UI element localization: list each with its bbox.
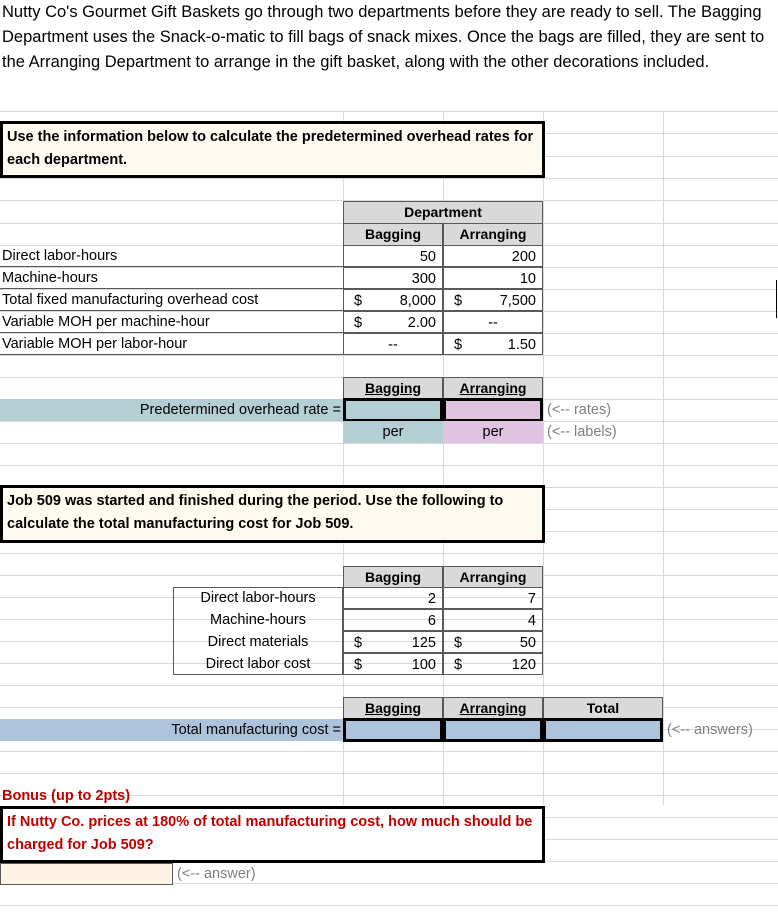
cell-value: 7 bbox=[527, 591, 536, 607]
cell-value: -- bbox=[388, 337, 398, 353]
arranging-rate-input[interactable] bbox=[443, 398, 543, 422]
gridline-row bbox=[0, 685, 778, 686]
bagging-value-cell bbox=[343, 311, 443, 333]
instructions-box-1: Use the information below to calculate the predetermined overhead rates for each department. bbox=[0, 121, 545, 178]
dollar-sign: $ bbox=[354, 635, 363, 651]
bagging-value-cell bbox=[343, 289, 443, 311]
bagging-per-text: per bbox=[382, 424, 404, 440]
tmc-total-input[interactable] bbox=[543, 718, 663, 742]
job-arranging-header: Arranging bbox=[443, 566, 543, 588]
bagging-value-cell bbox=[343, 653, 443, 675]
row-label: Direct labor cost bbox=[205, 656, 311, 672]
tmc-label: Total manufacturing cost = bbox=[0, 719, 343, 741]
gridline-col bbox=[776, 280, 777, 318]
cell-value: 10 bbox=[519, 271, 536, 287]
cell-value: -- bbox=[488, 315, 498, 331]
row-label: Machine-hours bbox=[210, 612, 306, 628]
cell-value: 200 bbox=[511, 249, 536, 265]
bonus-title: Bonus (up to 2pts) bbox=[2, 788, 131, 804]
answer-hint: (<-- answer) bbox=[177, 866, 256, 882]
job-bagging-header: Bagging bbox=[343, 566, 443, 588]
dollar-sign: $ bbox=[454, 657, 463, 673]
cell-value: 4 bbox=[527, 613, 536, 629]
arranging-value-cell bbox=[443, 267, 543, 289]
arranging-value-cell bbox=[443, 245, 543, 267]
cell-value: 2 bbox=[427, 591, 436, 607]
answers-hint: (<-- answers) bbox=[667, 722, 753, 738]
rates-hint: (<-- rates) bbox=[547, 402, 612, 418]
row-label: Total fixed manufacturing overhead cost bbox=[0, 289, 343, 311]
row-label: Machine-hours bbox=[0, 267, 343, 289]
arranging-value-cell bbox=[443, 333, 543, 355]
dollar-sign: $ bbox=[454, 635, 463, 651]
bonus-question-box: If Nutty Co. prices at 180% of total manufacturing cost, how much should be charged for Job 509? bbox=[0, 806, 545, 863]
arranging-value-cell bbox=[443, 311, 543, 333]
dollar-sign: $ bbox=[454, 337, 463, 353]
cell-value: 7,500 bbox=[499, 293, 536, 309]
row-label: Direct labor-hours bbox=[200, 590, 316, 606]
gridline-row bbox=[0, 773, 778, 774]
bagging-per-label-input[interactable] bbox=[343, 421, 443, 443]
cell-value: 1.50 bbox=[507, 337, 536, 353]
cell-value: 6 bbox=[427, 613, 436, 629]
dollar-sign: $ bbox=[454, 293, 463, 309]
arranging-header: Arranging bbox=[443, 223, 543, 246]
labels-hint: (<-- labels) bbox=[547, 424, 617, 440]
bagging-value-cell bbox=[343, 245, 443, 267]
cell-value: 50 bbox=[419, 249, 436, 265]
instructions-box-2: Job 509 was started and finished during the period. Use the following to calculate the total manufacturing cost for Job 509. bbox=[0, 485, 545, 543]
pohr-bagging-header: Bagging bbox=[343, 377, 443, 399]
arranging-value-cell bbox=[443, 609, 543, 631]
bagging-value-cell bbox=[343, 267, 443, 289]
arranging-value-cell bbox=[443, 289, 543, 311]
arranging-value-cell bbox=[443, 653, 543, 675]
bagging-value-cell bbox=[343, 609, 443, 631]
bagging-rate-input[interactable] bbox=[343, 398, 443, 422]
gridline-row bbox=[0, 178, 778, 179]
tmc-bagging-input[interactable] bbox=[343, 718, 443, 742]
gridline-row bbox=[0, 111, 778, 112]
gridline-col bbox=[663, 111, 664, 805]
gridline-row bbox=[0, 465, 778, 466]
cell-value: 2.00 bbox=[407, 315, 436, 331]
cell-value: 50 bbox=[519, 635, 536, 651]
gridline-row bbox=[0, 443, 778, 444]
tmc-arranging-header: Arranging bbox=[443, 697, 543, 719]
cell-value: 100 bbox=[411, 657, 436, 673]
row-label: Direct labor-hours bbox=[0, 245, 343, 267]
gridline-row bbox=[0, 553, 778, 554]
cell-value: 300 bbox=[411, 271, 436, 287]
tmc-bagging-header: Bagging bbox=[343, 697, 443, 719]
arranging-per-label-input[interactable] bbox=[443, 421, 543, 443]
tmc-arranging-input[interactable] bbox=[443, 718, 543, 742]
bonus-answer-input[interactable] bbox=[0, 863, 173, 885]
dollar-sign: $ bbox=[354, 315, 363, 331]
cell-value: 125 bbox=[411, 635, 436, 651]
cell-value: 8,000 bbox=[399, 293, 436, 309]
bagging-value-cell bbox=[343, 631, 443, 653]
gridline-row bbox=[0, 751, 778, 752]
arranging-per-text: per bbox=[482, 424, 504, 440]
bagging-header: Bagging bbox=[343, 223, 443, 246]
intro-paragraph: Nutty Co's Gourmet Gift Baskets go through two departments before they are ready to sell. The Bagging Department uses the Snack-o-matic to fill bags of snack mixes. Once the bags are filled, they are sent to the Arranging Department to arrange in the gift basket, along with the other decorations included. bbox=[2, 3, 765, 71]
pohr-arranging-header: Arranging bbox=[443, 377, 543, 399]
pohr-label: Predetermined overhead rate = bbox=[0, 399, 343, 421]
row-label: Direct materials bbox=[207, 634, 309, 650]
dollar-sign: $ bbox=[354, 657, 363, 673]
row-label: Variable MOH per machine-hour bbox=[0, 311, 343, 333]
arranging-value-cell bbox=[443, 631, 543, 653]
bagging-value-cell bbox=[343, 587, 443, 609]
department-header: Department bbox=[343, 201, 543, 224]
gridline-row bbox=[0, 905, 778, 906]
tmc-total-header: Total bbox=[543, 697, 663, 719]
arranging-value-cell bbox=[443, 587, 543, 609]
cell-value: 120 bbox=[511, 657, 536, 673]
row-label: Variable MOH per labor-hour bbox=[0, 333, 343, 355]
bagging-value-cell bbox=[343, 333, 443, 355]
dollar-sign: $ bbox=[354, 293, 363, 309]
